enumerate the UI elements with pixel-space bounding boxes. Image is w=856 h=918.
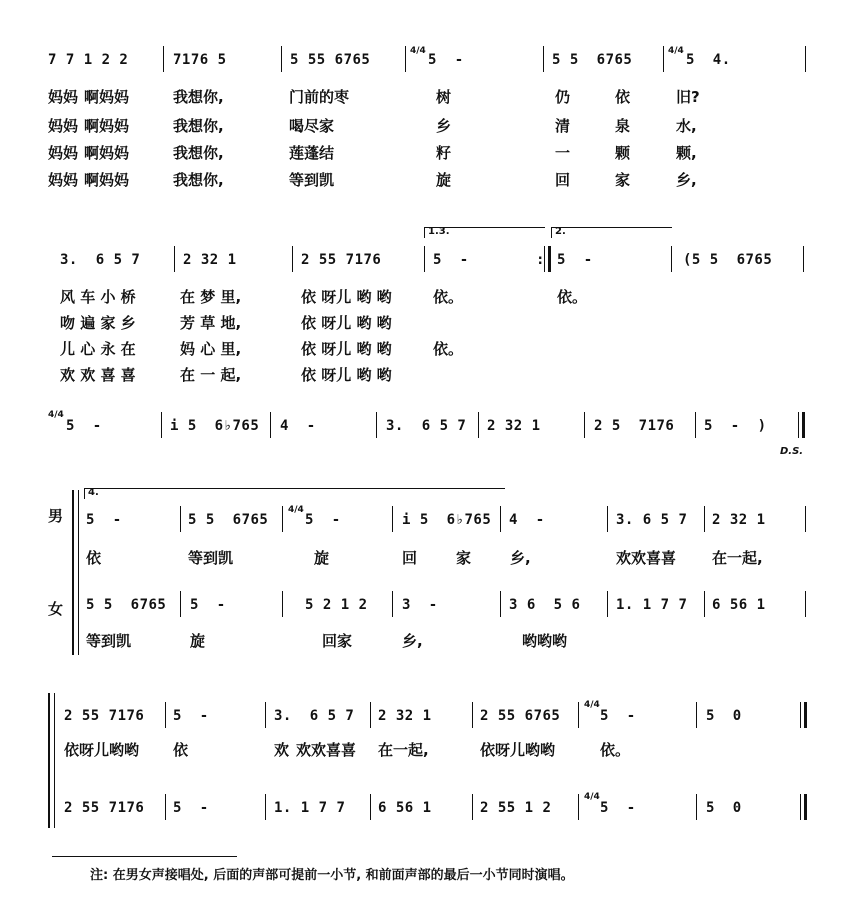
lyric: 依。 — [433, 340, 464, 358]
final-barline — [802, 412, 805, 438]
barline — [584, 412, 585, 438]
lyric-verse-1 — [0, 286, 856, 306]
lyric-verse-2 — [0, 312, 856, 332]
measure-4-notes: 5 - — [428, 52, 464, 68]
lyric: 依呀儿哟哟 — [64, 741, 140, 759]
barline — [472, 702, 473, 728]
top-measure-notes: 2 55 7176 — [64, 708, 145, 724]
male-measure-notes: 5 - — [86, 512, 122, 528]
barline — [392, 506, 393, 532]
barline — [405, 46, 406, 72]
bottom-measure-notes: 6 56 1 — [378, 800, 432, 816]
lyric: 喝尽家 — [289, 117, 335, 135]
top-measure-notes: 5 - — [600, 708, 636, 724]
lyric: 一 — [555, 144, 571, 162]
time-signature: 4/4 — [410, 46, 426, 56]
system-brace — [54, 693, 55, 828]
time-signature: 4/4 — [668, 46, 684, 56]
measure-2-notes: 7176 5 — [173, 52, 227, 68]
barline — [174, 246, 175, 272]
time-signature: 4/4 — [288, 505, 304, 515]
volta-bracket-4: 4. — [84, 488, 505, 499]
barline — [424, 246, 425, 272]
lyric: 颗 — [615, 144, 631, 162]
lyric: 莲蓬结 — [289, 144, 335, 162]
female-measure-notes: 5 - — [190, 597, 226, 613]
measure-notes: 2 32 1 — [183, 252, 237, 268]
lyric: 欢欢喜喜 — [616, 549, 677, 567]
lyric: 旋 — [314, 549, 330, 567]
barline — [803, 246, 804, 272]
lyric: 家 — [615, 171, 631, 189]
lyric: 依。 — [600, 741, 631, 759]
barline — [805, 46, 806, 72]
time-signature: 4/4 — [584, 700, 600, 710]
barline — [607, 591, 608, 617]
measure-notes: (5 5 6765 — [683, 252, 773, 268]
lyric: 欢 — [274, 741, 290, 759]
lyric: 旋 — [436, 171, 452, 189]
lyric: 依 呀儿 哟 哟 — [301, 288, 392, 306]
measure-notes: 2 5 7176 — [594, 418, 675, 434]
lyric: 乡, — [402, 632, 423, 650]
barline — [696, 794, 697, 820]
lyric: 依 — [615, 88, 631, 106]
female-measure-notes: 1. 1 7 7 — [616, 597, 688, 613]
barline — [695, 412, 696, 438]
top-measure-notes: 2 55 6765 — [480, 708, 561, 724]
top-measure-notes: 5 0 — [706, 708, 742, 724]
barline — [270, 412, 271, 438]
male-lyrics — [0, 547, 856, 567]
repeat-barline — [544, 246, 545, 272]
lyric: 籽 — [436, 144, 452, 162]
barline — [578, 702, 579, 728]
repeat-barline — [548, 246, 551, 272]
barline — [607, 506, 608, 532]
final-barline — [804, 702, 807, 728]
lyric: 颗, — [676, 144, 697, 162]
lyric: 等到凯 — [188, 549, 234, 567]
footnote: 注: 在男女声接唱处, 后面的声部可提前一小节, 和前面声部的最后一小节同时演唱。 — [90, 868, 574, 883]
male-measure-notes: 2 32 1 — [712, 512, 766, 528]
lyric: 依。 — [557, 288, 588, 306]
barline — [265, 794, 266, 820]
barline — [165, 702, 166, 728]
lyric: 欢 欢 喜 喜 — [60, 366, 136, 384]
lyric: 啊妈妈 — [84, 171, 130, 189]
barline — [704, 591, 705, 617]
lyric-verse-3 — [0, 142, 856, 162]
footnote-rule — [52, 856, 237, 857]
lyric: 在 一 起, — [180, 366, 242, 384]
barline — [292, 246, 293, 272]
barline — [543, 46, 544, 72]
barline — [663, 46, 664, 72]
lyric: 等到凯 — [86, 632, 132, 650]
lyric: 乡 — [436, 117, 452, 135]
lyric: 哟哟哟 — [522, 632, 568, 650]
female-lyrics — [0, 630, 856, 650]
barline — [282, 591, 283, 617]
female-measure-notes: 5 2 1 2 — [305, 597, 368, 613]
lyric: 乡, — [676, 171, 697, 189]
barline — [180, 506, 181, 532]
barline — [500, 506, 501, 532]
barline — [696, 702, 697, 728]
lyric: 旋 — [190, 632, 206, 650]
lyric: 水, — [676, 117, 697, 135]
measure-3-notes: 5 55 6765 — [290, 52, 371, 68]
lyric: 旧? — [676, 88, 700, 106]
lyric: 回家 — [322, 632, 353, 650]
lyric: 我想你, — [173, 88, 224, 106]
measure-6-notes: 5 4. — [686, 52, 731, 68]
lyric: 啊妈妈 — [84, 144, 130, 162]
male-measure-notes: 3. 6 5 7 — [616, 512, 688, 528]
barline — [281, 46, 282, 72]
female-measure-notes: 3 6 5 6 — [509, 597, 581, 613]
lyric: 乡, — [510, 549, 531, 567]
dal-segno-mark: D.S. — [780, 446, 804, 457]
repeat-dots: : — [536, 252, 545, 268]
male-measure-notes: 4 - — [509, 512, 545, 528]
lyric: 回 — [402, 549, 418, 567]
barline — [671, 246, 672, 272]
final-barline — [804, 794, 807, 820]
barline — [500, 591, 501, 617]
female-voice-label: 女 — [48, 600, 64, 618]
barline — [392, 591, 393, 617]
lyric: 妈妈 — [48, 144, 79, 162]
lyric: 我想你, — [173, 171, 224, 189]
lyric: 依 — [86, 549, 102, 567]
female-measure-notes: 5 5 6765 — [86, 597, 167, 613]
bottom-measure-notes: 2 55 7176 — [64, 800, 145, 816]
lyric: 妈妈 — [48, 117, 79, 135]
lyric: 清 — [555, 117, 571, 135]
measure-notes: i 5 6♭765 — [170, 418, 260, 434]
barline — [265, 702, 266, 728]
lyric: 在 梦 里, — [180, 288, 242, 306]
lyric-verse-1 — [0, 86, 856, 106]
lyric-verse-3 — [0, 338, 856, 358]
barline — [180, 591, 181, 617]
final-barline — [798, 412, 799, 438]
barline — [161, 412, 162, 438]
lyric: 我想你, — [173, 117, 224, 135]
lyric: 仍 — [555, 88, 571, 106]
barline — [376, 412, 377, 438]
barline — [805, 506, 806, 532]
lyric: 吻 遍 家 乡 — [60, 314, 136, 332]
lyric: 依 呀儿 哟 哟 — [301, 314, 392, 332]
lyric: 依 呀儿 哟 哟 — [301, 366, 392, 384]
measure-notes: 3. 6 5 7 — [386, 418, 467, 434]
barline — [163, 46, 164, 72]
lyric-verse-4 — [0, 169, 856, 189]
measure-5-notes: 5 5 6765 — [552, 52, 633, 68]
lyric: 风 车 小 桥 — [60, 288, 136, 306]
lyric: 在一起, — [378, 741, 429, 759]
barline — [704, 506, 705, 532]
lyric: 啊妈妈 — [84, 88, 130, 106]
lyric: 我想你, — [173, 144, 224, 162]
lyric: 依 — [173, 741, 189, 759]
lyric: 依。 — [433, 288, 464, 306]
volta-bracket-2: 2. — [551, 227, 672, 238]
barline — [478, 412, 479, 438]
lyric: 泉 — [615, 117, 631, 135]
lyric: 儿 心 永 在 — [60, 340, 136, 358]
barline — [165, 794, 166, 820]
time-signature: 4/4 — [584, 792, 600, 802]
bottom-measure-notes: 1. 1 7 7 — [274, 800, 346, 816]
male-measure-notes: 5 - — [305, 512, 341, 528]
lyric: 依 呀儿 哟 哟 — [301, 340, 392, 358]
lyric: 家 — [456, 549, 472, 567]
measure-notes: 4 - — [280, 418, 316, 434]
lyric: 等到凯 — [289, 171, 335, 189]
female-measure-notes: 3 - — [402, 597, 438, 613]
lyric: 门前的枣 — [289, 88, 350, 106]
measure-notes: 5 - — [66, 418, 102, 434]
barline — [282, 506, 283, 532]
final-barline — [800, 794, 801, 820]
male-voice-label: 男 — [48, 507, 64, 525]
male-measure-notes: i 5 6♭765 — [402, 512, 492, 528]
lyric: 妈妈 — [48, 171, 79, 189]
time-signature: 4/4 — [48, 410, 64, 420]
female-measure-notes: 6 56 1 — [712, 597, 766, 613]
lyric: 回 — [555, 171, 571, 189]
lyric: 依呀儿哟哟 — [480, 741, 556, 759]
measure-notes: 5 - ) — [704, 418, 767, 434]
lyric: 妈 心 里, — [180, 340, 242, 358]
volta-bracket-1: 1.3. — [424, 227, 545, 238]
lyric: 芳 草 地, — [180, 314, 242, 332]
measure-1-notes: 7 7 1 2 2 — [48, 52, 129, 68]
top-measure-notes: 3. 6 5 7 — [274, 708, 355, 724]
lyric-verse-4 — [0, 364, 856, 384]
barline — [472, 794, 473, 820]
barline — [578, 794, 579, 820]
lyric: 在一起, — [712, 549, 763, 567]
measure-notes: 3. 6 5 7 — [60, 252, 141, 268]
lyric: 妈妈 — [48, 88, 79, 106]
measure-notes: 5 - — [433, 252, 469, 268]
bottom-measure-notes: 5 0 — [706, 800, 742, 816]
system-brace — [48, 693, 50, 828]
barline — [370, 702, 371, 728]
barline — [805, 591, 806, 617]
barline — [370, 794, 371, 820]
male-measure-notes: 5 5 6765 — [188, 512, 269, 528]
measure-notes: 2 32 1 — [487, 418, 541, 434]
final-barline — [800, 702, 801, 728]
lyric: 树 — [436, 88, 452, 106]
lyric: 啊妈妈 — [84, 117, 130, 135]
bottom-measure-notes: 2 55 1 2 — [480, 800, 552, 816]
lyric-verse-2 — [0, 115, 856, 135]
bottom-measure-notes: 5 - — [173, 800, 209, 816]
top-measure-notes: 5 - — [173, 708, 209, 724]
measure-notes: 2 55 7176 — [301, 252, 382, 268]
top-measure-notes: 2 32 1 — [378, 708, 432, 724]
bottom-measure-notes: 5 - — [600, 800, 636, 816]
lyric: 欢欢喜喜 — [296, 741, 357, 759]
measure-notes: 5 - — [557, 252, 593, 268]
top-lyrics — [0, 739, 856, 759]
